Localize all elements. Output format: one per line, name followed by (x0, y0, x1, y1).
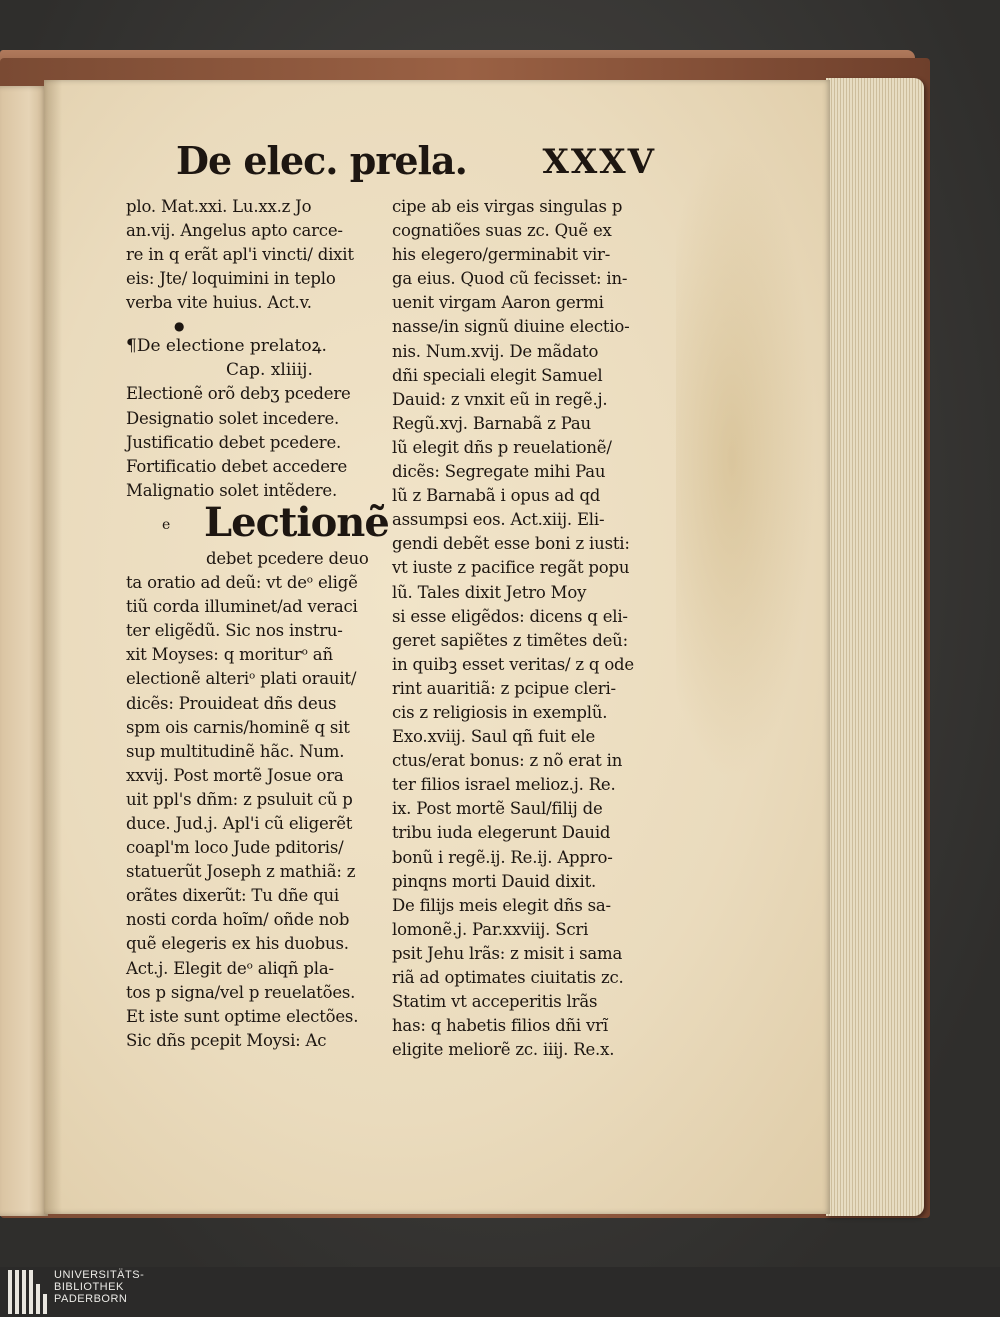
text-line: lũ. Tales dixit Jetro Moy (392, 582, 587, 602)
text-line: eligite meliorẽ zc. iiij. Re.x. (392, 1040, 615, 1060)
text-line: lũ elegit dñs p reuelationẽ/ (392, 437, 612, 457)
text-line: geret sapiẽtes z timẽtes deũ: (392, 630, 628, 650)
text-line: lomonẽ.j. Par.xxviij. Scri (392, 919, 589, 939)
text-line: uenit virgam Aaron germi (392, 293, 604, 313)
text-line: ta oratio ad deũ: vt deᵒ eligẽ (126, 573, 358, 593)
left-column-top-lines (126, 195, 374, 315)
text-line: rint auaritiã: z pcipue cleri- (392, 678, 616, 698)
text-line: duce. Jud.j. Apl'i cũ eligerẽt (126, 813, 353, 833)
water-stain (676, 140, 816, 780)
text-line: Act.j. Elegit deᵒ aliqñ pla- (126, 958, 334, 978)
running-title: De elec. prela. (176, 138, 467, 183)
section-marker-icon: ● (174, 319, 185, 334)
folio-number: XXXV (542, 142, 656, 182)
text-line: spm ois carnis/hominẽ q sit (126, 717, 350, 737)
text-line: plo. Mat.xxi. Lu.xx.z Jo (126, 197, 312, 216)
text-line: bonũ i regẽ.ij. Re.ij. Appro- (392, 847, 613, 867)
verse-line: Malignatio solet intẽdere. (126, 480, 338, 500)
text-line: vt iuste z pacifice regãt popu (392, 558, 630, 578)
text-line: De filijs meis elegit dñs sa- (392, 895, 611, 915)
text-line: assumpsi eos. Act.xiij. Eli- (392, 510, 605, 530)
library-footer (0, 1267, 1000, 1317)
library-name-line3: PADERBORN (54, 1293, 128, 1305)
text-line: Exo.xviij. Saul qñ fuit ele (392, 727, 596, 747)
library-logo-icon (8, 1270, 48, 1314)
library-name-line2: BIBLIOTHEK (54, 1281, 124, 1293)
text-line: xit Moyses: q moriturᵒ añ (126, 645, 333, 665)
text-line: quẽ elegeris ex his duobus. (126, 934, 349, 954)
verse-list (126, 382, 374, 502)
left-column-body (126, 547, 374, 1053)
initial-row (126, 498, 389, 547)
text-line: ctus/erat bonus: z nõ erat in (392, 751, 623, 771)
text-line: Dauid: z vnxit eũ in regẽ.j. (392, 389, 608, 409)
verse-line: Justificatio debet pcedere. (126, 432, 342, 452)
text-line: ga eius. Quod cũ fecisset: in- (392, 269, 628, 289)
text-line: nasse/in signũ diuine electio- (392, 317, 630, 337)
text-line: xxvij. Post mortẽ Josue ora (126, 765, 344, 785)
text-line: dicẽs: Prouideat dñs deus (126, 693, 337, 713)
text-line: cipe ab eis virgas singulas p (392, 197, 623, 216)
text-line: has: q habetis filios dñi vrĩ (392, 1016, 608, 1036)
library-name-line1: UNIVERSITÄTS- (54, 1269, 145, 1281)
facing-page-edge (0, 86, 48, 1216)
text-line: debet pcedere deuo (206, 548, 369, 568)
text-line: eis: Jte/ loquimini in teplo (126, 269, 336, 289)
text-line: si esse eligẽdos: dicens q eli- (392, 606, 628, 626)
text-line: dicẽs: Segregate mihi Pau (392, 462, 606, 482)
text-line: in quibꝫ esset veritas/ z q ode (392, 654, 634, 674)
running-header (176, 138, 656, 186)
text-line: electionẽ alteriᵒ plati orauit/ (126, 669, 357, 689)
chapter-number: Cap. xliiij. (226, 360, 313, 381)
text-line: ix. Post mortẽ Saul/filij de (392, 799, 603, 819)
text-line: tiũ corda illuminet/ad veraci (126, 597, 358, 617)
text-line: uit ppl's dñm: z psuluit cũ p (126, 789, 353, 809)
text-line: statuerũt Joseph z mathiã: z (126, 862, 356, 882)
verse-line: Designatio solet incedere. (126, 408, 340, 428)
text-line: ter filios israel melioz.j. Re. (392, 775, 616, 795)
text-line: Statim vt acceperitis lrãs (392, 992, 598, 1012)
text-line: cis z religiosis in exemplũ. (392, 702, 608, 722)
text-line: tribu iuda elegerunt Dauid (392, 823, 611, 843)
guide-letter: e (162, 516, 171, 533)
text-line: cognatiões suas zc. Quẽ ex (392, 221, 612, 241)
verse-line: Electionẽ orõ debʒ pcedere (126, 384, 351, 404)
text-line: an.vij. Angelus apto carce- (126, 221, 343, 241)
text-line: verba vite huius. Act.v. (126, 293, 312, 313)
verse-line: Fortificatio debet accedere (126, 456, 348, 476)
text-line: psit Jehu lrãs: z misit i sama (392, 943, 623, 963)
text-line: Et iste sunt optime electões. (126, 1006, 359, 1026)
text-line: tos p signa/vel p reuelatões. (126, 982, 356, 1002)
text-line: gendi debẽt esse boni z iusti: (392, 534, 630, 554)
text-line: ter eligẽdũ. Sic nos instru- (126, 621, 343, 641)
text-line: dñi speciali elegit Samuel (392, 365, 603, 385)
library-name (54, 1269, 144, 1305)
text-line: coapl'm loco Jude pditoris/ (126, 838, 344, 858)
text-line: riã ad optimates ciuitatis zc. (392, 968, 624, 987)
gutter-shadow (44, 80, 62, 1214)
chapter-heading: ¶De electione prelatoꝝ. (126, 336, 327, 357)
initial-word: Lectionẽ (204, 498, 389, 546)
text-line: re in q erãt apl'i vincti/ dixit (126, 245, 354, 265)
right-column-lines (392, 195, 640, 1062)
text-line: Regũ.xvj. Barnabã z Pau (392, 413, 591, 433)
text-line: nis. Num.xvij. De mãdato (392, 341, 599, 361)
text-line: pinqns morti Dauid dixit. (392, 871, 597, 891)
text-line: sup multitudinẽ hãc. Num. (126, 741, 345, 761)
text-line: his elegero/germinabit vir- (392, 245, 611, 265)
text-line: nosti corda hoĩm/ oñde nob (126, 910, 350, 930)
text-line: lũ z Barnabã i opus ad qd (392, 486, 601, 506)
left-column (126, 195, 389, 1053)
text-line: Sic dñs pcepit Moysi: Ac (126, 1030, 327, 1050)
right-column (392, 195, 640, 1062)
page-edges (826, 78, 924, 1216)
text-line: orãtes dixerũt: Tu dñe qui (126, 886, 339, 906)
